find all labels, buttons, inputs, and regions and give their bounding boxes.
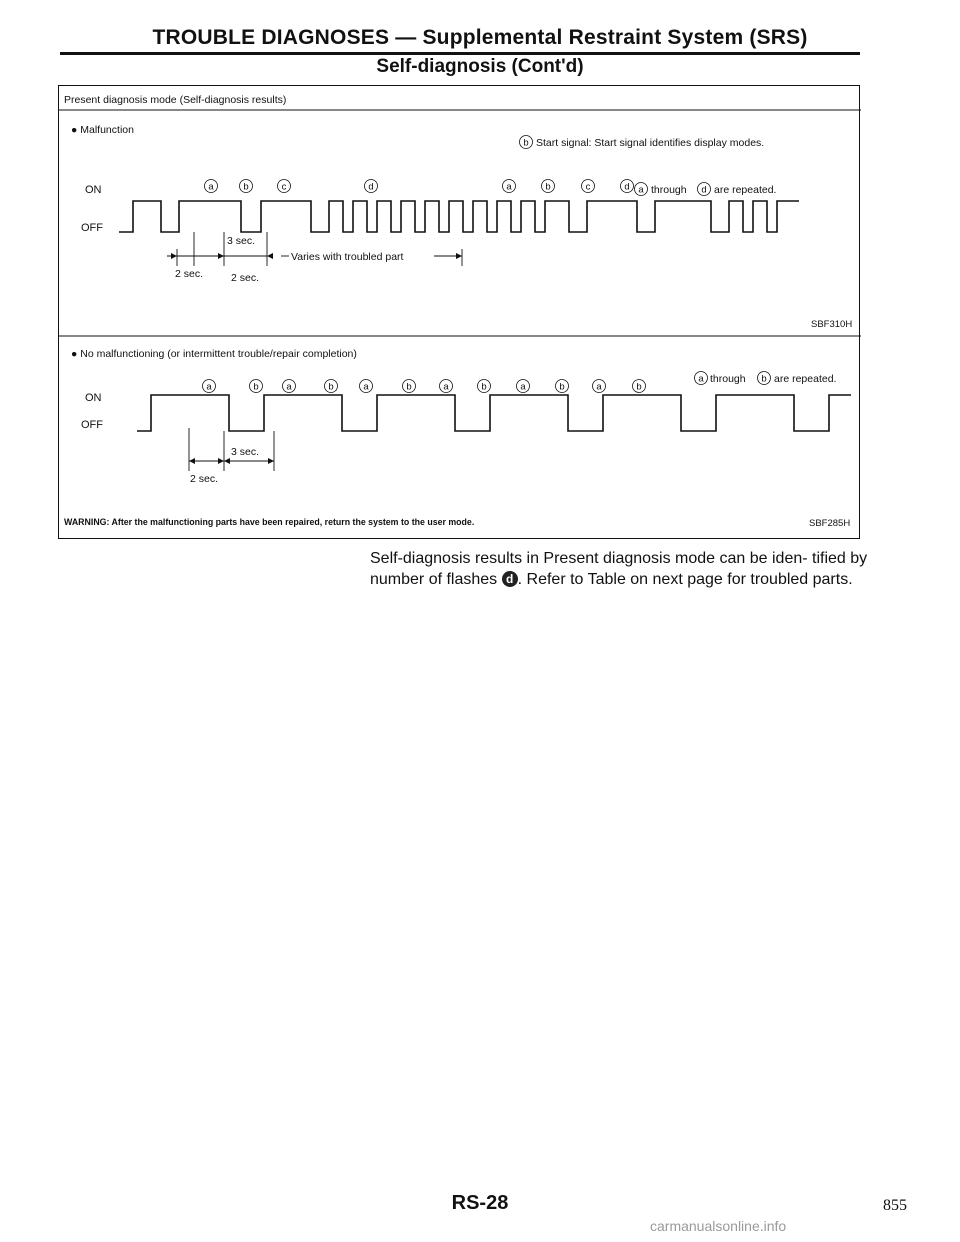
body-text-before: Self-diagnosis results in Present diagnosis mode can be iden- tified by number of flashes xyxy=(370,550,868,588)
no-malfunction-marker-label: b xyxy=(406,381,412,393)
page-subtitle: Self-diagnosis (Cont'd) xyxy=(376,56,584,77)
malfunction-varies: Varies with troubled part xyxy=(291,251,404,263)
header-rule xyxy=(60,52,860,55)
page-label: RS-28 xyxy=(451,1192,509,1214)
repeat-suffix: are repeated. xyxy=(714,184,777,196)
no-malfunction-marker-label: a xyxy=(596,381,602,393)
no-malfunction-3sec: 3 sec. xyxy=(231,446,260,458)
malfunction-marker-label: d xyxy=(624,181,630,193)
no-malfunction-marker-label: b xyxy=(559,381,565,393)
no-malfunction-marker-label: a xyxy=(363,381,369,393)
repeat-through: through xyxy=(710,373,746,385)
malfunction-markers xyxy=(205,180,634,193)
page-number: 855 xyxy=(883,1197,907,1214)
repeat-suffix: are repeated. xyxy=(774,373,837,385)
no-malfunction-heading: ● No malfunctioning (or intermittent trouble/repair completion) xyxy=(71,348,357,360)
warning-text: WARNING: After the malfunctioning parts have been repaired, return the system to the user mode. xyxy=(64,517,475,527)
figure-caption: Present diagnosis mode (Self-diagnosis results) xyxy=(64,94,287,106)
repeat-through: through xyxy=(651,184,687,196)
no-malfunction-marker-label: a xyxy=(520,381,526,393)
malfunction-2sec-a: 2 sec. xyxy=(175,268,204,280)
repeat-first-label: a xyxy=(638,184,644,196)
malfunction-repeat-note xyxy=(635,183,777,197)
malfunction-2sec-b: 2 sec. xyxy=(231,272,260,284)
malfunction-marker-label: c xyxy=(585,181,591,193)
start-signal-marker-label: b xyxy=(523,137,529,149)
no-malfunction-2sec: 2 sec. xyxy=(190,473,219,485)
malfunction-waveform xyxy=(119,201,799,232)
repeat-last-label: b xyxy=(761,373,767,385)
diagnosis-figure-drawing xyxy=(59,86,861,540)
start-signal-text: Start signal: Start signal identifies display modes. xyxy=(536,137,765,149)
malfunction-marker-label: b xyxy=(243,181,249,193)
no-malfunction-marker-label: a xyxy=(286,381,292,393)
no-malfunction-repeat-note xyxy=(695,372,837,386)
no-malfunction-on-label: ON xyxy=(85,392,102,404)
no-malfunction-marker-label: b xyxy=(636,381,642,393)
watermark: carmanualsonline.info xyxy=(650,1218,787,1234)
no-malfunction-marker-label: b xyxy=(253,381,259,393)
no-malfunction-figure-code: SBF285H xyxy=(809,518,851,529)
malfunction-3sec: 3 sec. xyxy=(227,235,256,247)
no-malfunction-waveform xyxy=(137,395,851,431)
malfunction-marker-label: d xyxy=(368,181,374,193)
malfunction-figure-code: SBF310H xyxy=(811,319,853,330)
no-malfunction-marker-label: a xyxy=(206,381,212,393)
malfunction-marker-label: c xyxy=(281,181,287,193)
malfunction-off-label: OFF xyxy=(81,222,103,234)
no-malfunction-markers xyxy=(203,380,646,393)
malfunction-marker-label: b xyxy=(545,181,551,193)
malfunction-on-label: ON xyxy=(85,184,102,196)
repeat-last-label: d xyxy=(701,184,707,196)
body-paragraph xyxy=(370,548,870,590)
body-text-after: . Refer to Table on next page for troubled parts. xyxy=(517,571,853,588)
no-malfunction-marker-label: a xyxy=(443,381,449,393)
page-title: TROUBLE DIAGNOSES — Supplemental Restraint System (SRS) xyxy=(152,26,808,49)
no-malfunction-off-label: OFF xyxy=(81,419,103,431)
no-malfunction-marker-label: b xyxy=(328,381,334,393)
repeat-first-label: a xyxy=(698,373,704,385)
start-signal-note xyxy=(520,136,765,150)
malfunction-marker-label: a xyxy=(506,181,512,193)
malfunction-heading: ● Malfunction xyxy=(71,124,134,136)
malfunction-marker-label: a xyxy=(208,181,214,193)
diagnosis-figure xyxy=(58,85,860,539)
flash-count-glyph: d xyxy=(502,571,518,587)
no-malfunction-marker-label: b xyxy=(481,381,487,393)
